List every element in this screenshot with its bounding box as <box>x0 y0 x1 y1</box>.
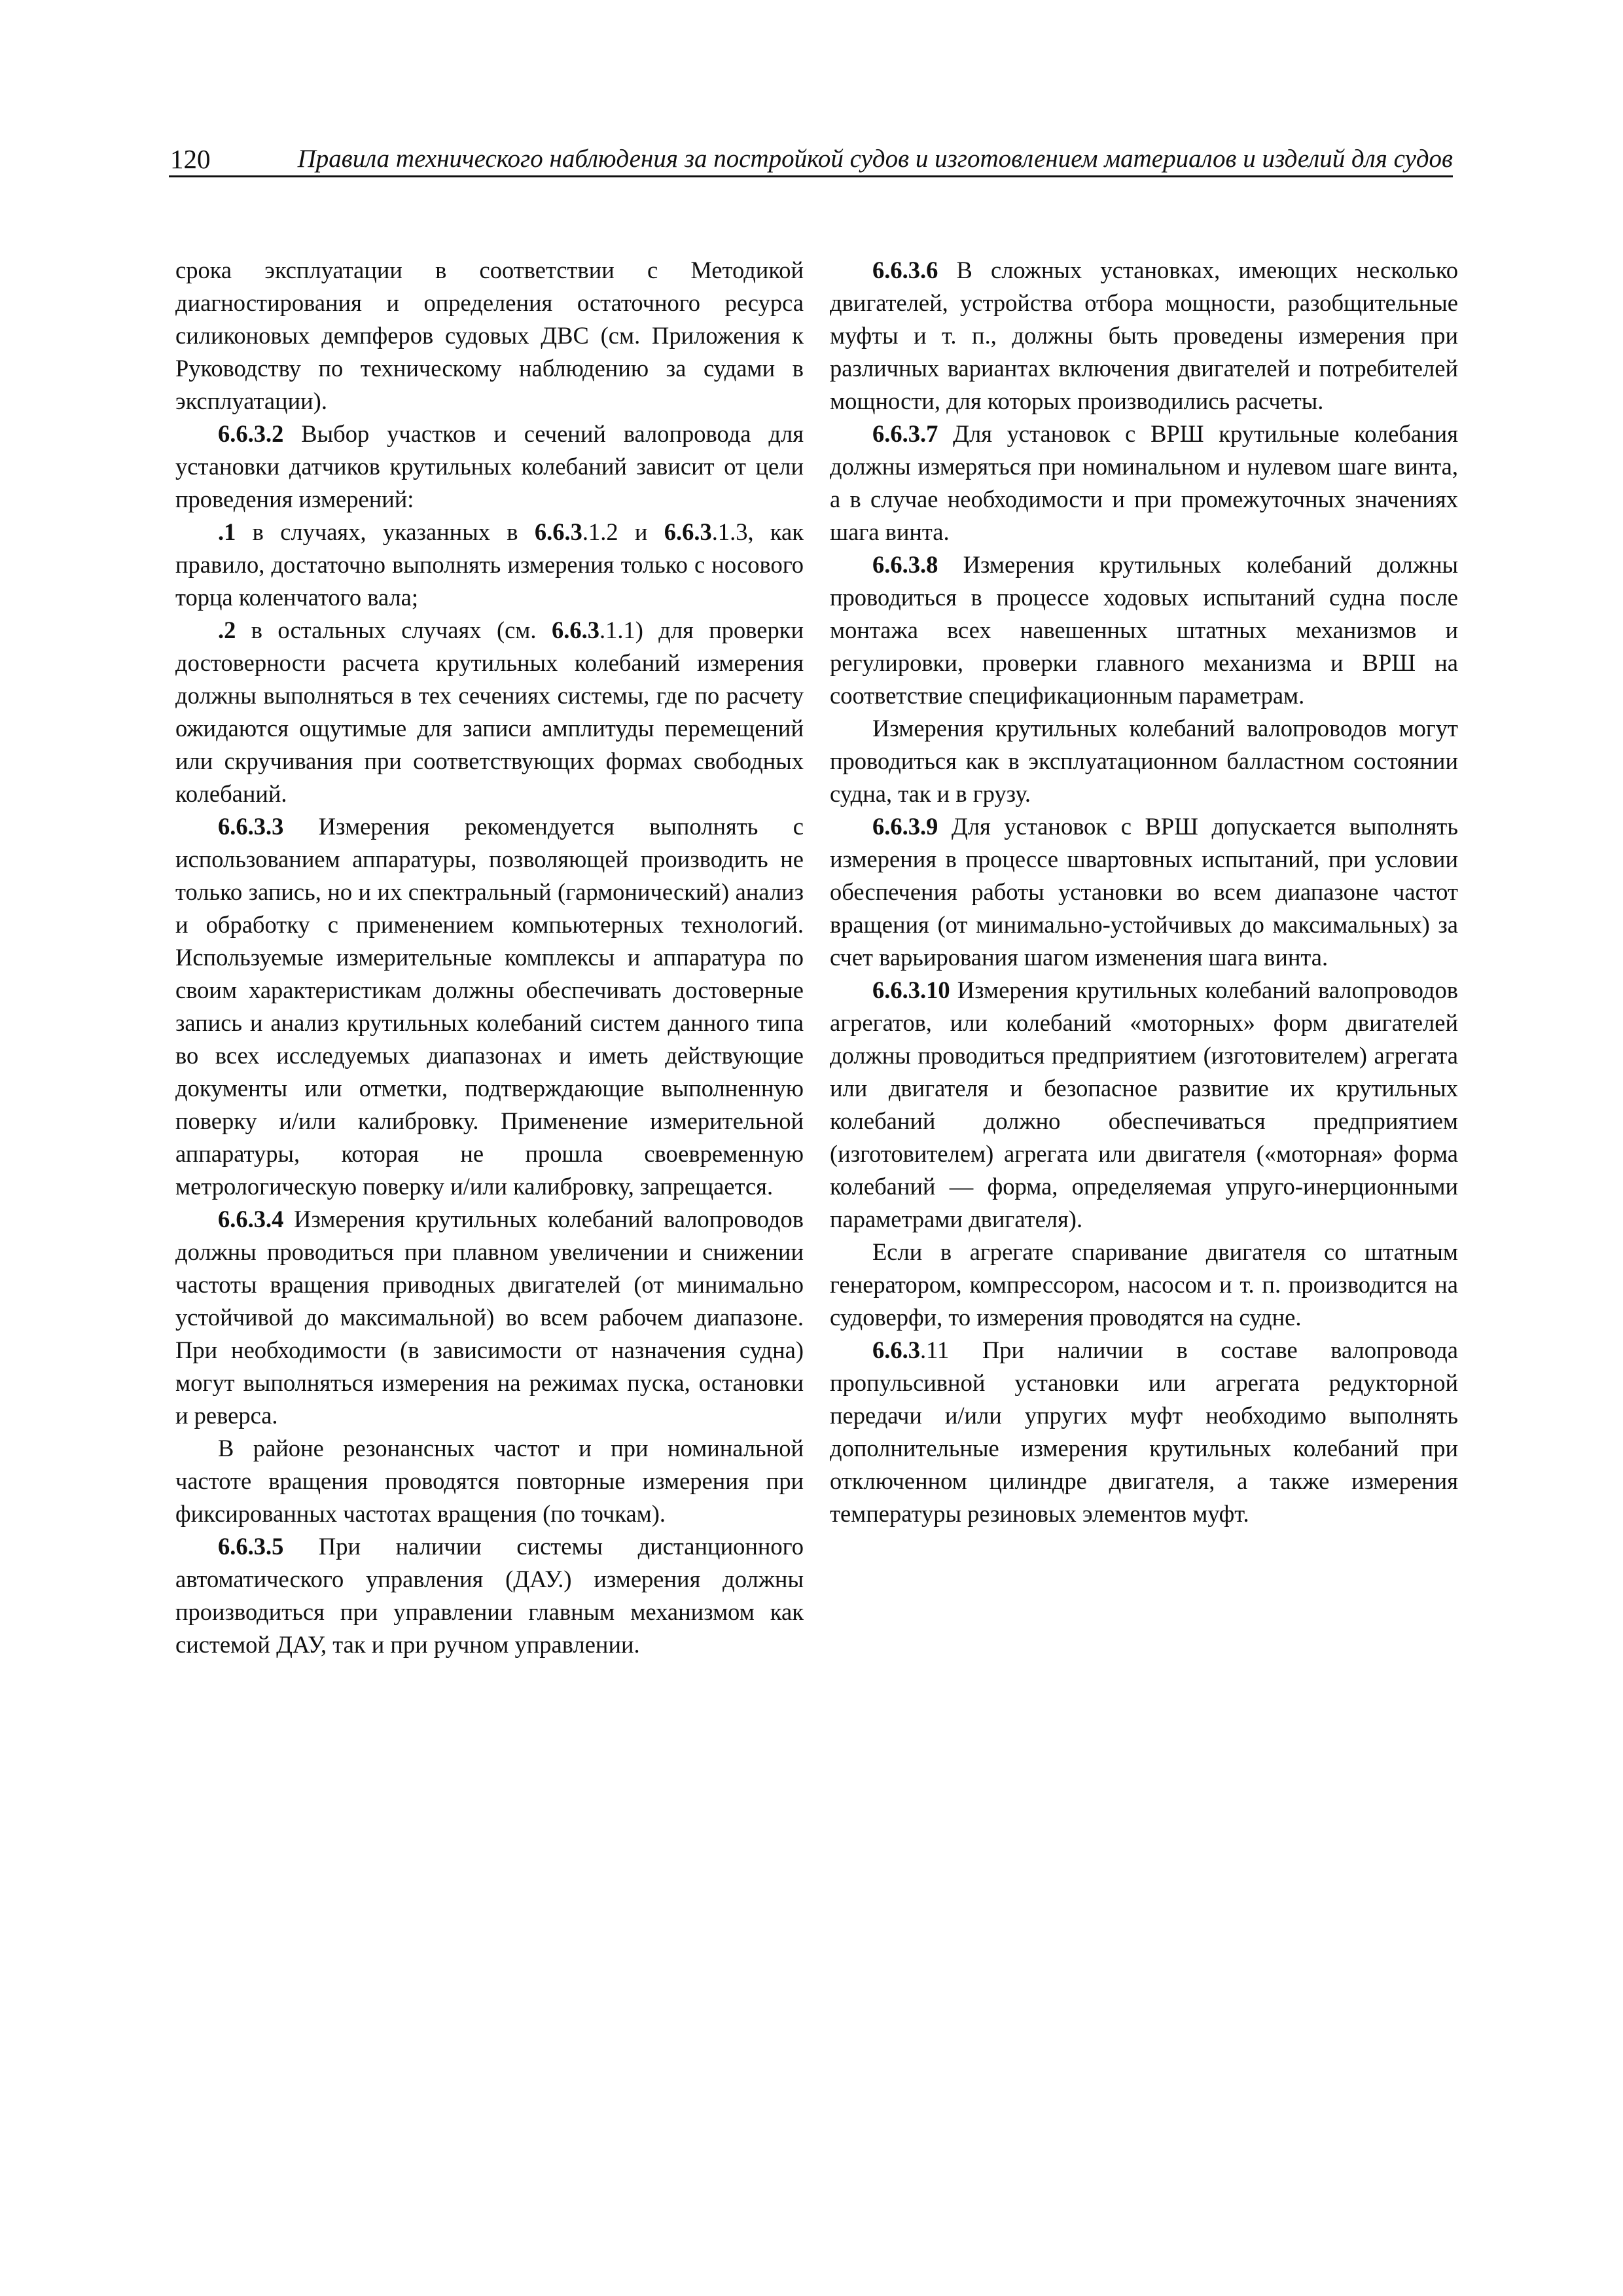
paragraph-6-6-3-8 <box>830 548 1458 712</box>
paragraph-6-6-3-4 <box>175 1203 804 1432</box>
paragraph-generator: Если в агрегате спаривание двигателя со штатным генератором, компрессором, насосом и т. п. производится на судоверфи, то измерения проводятся на судне. <box>830 1238 1458 1331</box>
paragraph-text: Выбор участков и сечений валопровода для установки датчиков крутильных колебаний зависит от цели проведения измерений: <box>175 420 804 512</box>
item-number: .2 <box>218 617 236 643</box>
paragraph-6-6-3-5 <box>175 1530 804 1661</box>
paragraph-text: в случаях, указанных в <box>236 518 535 545</box>
paragraph-6-6-3-9 <box>830 810 1458 974</box>
cross-reference: 6.6.3.1.1 <box>551 617 635 643</box>
paragraph-text: При наличии в составе валопровода пропульсивной установки или агрегата редукторной передачи и/или упругих муфт необходимо выполнять дополнительные измерения крутильных колебаний при отключенном цилиндре двигателя, а также измерения температуры резиновых элементов муфт. <box>830 1336 1458 1527</box>
cross-reference: 6.6.3.1.2 <box>534 518 618 545</box>
paragraph-text: Для установок с ВРШ допускается выполнять измерения в процессе швартовных испытаний, при условии обеспечения работы установки во всем диапазоне частот вращения (от минимально-устойчивых до максимальных) за счет варьирования шагом изменения шага винта. <box>830 813 1458 971</box>
paragraph-text: В сложных установках, имеющих несколько двигателей, устройства отбора мощности, разобщительные муфты и т. п., должны быть проведены измерения при различных вариантах включения двигателей и потребителей мощности, для которых производились расчеты. <box>830 257 1458 414</box>
cross-reference: 6.6.3.1.3 <box>664 518 748 545</box>
paragraph-text: Измерения крутильных колебаний валопроводов агрегатов, или колебаний «моторных» форм двигателей должны проводиться предприятием (изготовителем) агрегата или двигателя и безопасное развитие их крутильных колебаний должно обеспечиваться предприятием (изготовителем) агрегата или двигателя («моторная» форма колебаний — форма, определяемая упруго-инерционными параметрами двигателя). <box>830 977 1458 1232</box>
paragraph-resonance: В районе резонансных частот и при номинальной частоте вращения проводятся повторные измерения при фиксированных частотах вращения (по точкам). <box>175 1435 804 1527</box>
running-title: Правила технического наблюдения за постройкой судов и изготовлением материалов и изделий для судов <box>297 145 1453 173</box>
paragraph-text: Измерения крутильных колебаний должны проводиться в процессе ходовых испытаний судна после монтажа всех навешенных штатных механизмов и регулировки, проверки главного механизма и ВРШ на соответствие спецификационным параметрам. <box>830 551 1458 709</box>
clause-number: 6.6.3.7 <box>872 420 938 447</box>
clause-number: 6.6.3.6 <box>872 257 938 283</box>
paragraph-text: При наличии системы дистанционного автоматического управления (ДАУ.) измерения должны производиться при управлении главным механизмом как системой ДАУ, так и при ручном управлении. <box>175 1533 804 1658</box>
clause-number: 6.6.3.11 <box>872 1336 950 1363</box>
paragraph-text: Измерения крутильных колебаний валопроводов должны проводиться при плавном увеличении и снижении частоты вращения приводных двигателей (от минимально устойчивой до максимальной) во всем рабочем диапазоне. При необходимости (в зависимости от назначения судна) могут выполняться измерения на режимах пуска, остановки и реверса. <box>175 1206 804 1429</box>
paragraph-6-6-3-7 <box>830 418 1458 548</box>
paragraph-text: в остальных случаях (см. <box>236 617 552 643</box>
list-item-1: .1 в случаях, указанных в 6.6.3.1.2 и 6.6.3.1.3, как правило, достаточно выполнять измерения только с носового торца коленчатого вала; <box>175 518 804 611</box>
paragraph-ballast: Измерения крутильных колебаний валопроводов могут проводиться как в эксплуатационном балластном состоянии судна, так и в грузу. <box>830 715 1458 807</box>
clause-number: 6.6.3.3 <box>218 813 284 840</box>
paragraph-continuation: срока эксплуатации в соответствии с Методикой диагностирования и определения остаточного ресурса силиконовых демпферов судовых ДВС (см. Приложения к Руководству по техническому наблюдению за судами в эксплуатации). <box>175 257 804 414</box>
item-number: .1 <box>218 518 236 545</box>
paragraph-6-6-3-10 <box>830 974 1458 1236</box>
paragraph-6-6-3-2 <box>175 418 804 516</box>
paragraph-6-6-3-3 <box>175 810 804 1203</box>
left-column <box>175 254 804 1661</box>
clause-number: 6.6.3.8 <box>872 551 938 578</box>
paragraph-6-6-3-11 <box>830 1334 1458 1530</box>
list-item-2: .2 в остальных случаях (см. 6.6.3.1.1) для проверки достоверности расчета крутильных колебаний измерения должны выполняться в тех сечениях системы, где по расчету ожидаются ощутимые для записи амплитуды перемещений или скручивания при соответствующих формах свободных колебаний. <box>175 617 804 807</box>
paragraph-text: Измерения рекомендуется выполнять с использованием аппаратуры, позволяющей производить не только запись, но и их спектральный (гармонический) анализ и обработку с применением компьютерных технологий. Используемые измерительные комплексы и аппаратура по своим характеристикам должны обеспечивать достоверные запись и анализ крутильных колебаний систем данного типа во всех исследуемых диапазонах и иметь действующие документы или отметки, подтверждающие выполненную поверку и/или калибровку. Применение измерительной аппаратуры, которая не прошла своевременную метрологическую поверку и/или калибровку, запрещается. <box>175 813 804 1200</box>
page-number: 120 <box>170 144 211 174</box>
clause-number: 6.6.3.4 <box>218 1206 284 1232</box>
paragraph-text: Для установок с ВРШ крутильные колебания должны измеряться при номинальном и нулевом шаге винта, а в случае необходимости и при промежуточных значениях шага винта. <box>830 420 1458 545</box>
clause-number: 6.6.3.9 <box>872 813 938 840</box>
clause-number: 6.6.3.10 <box>872 977 950 1003</box>
clause-number: 6.6.3.2 <box>218 420 284 447</box>
paragraph-6-6-3-6 <box>830 254 1458 418</box>
running-header <box>169 143 1453 177</box>
right-column <box>830 254 1458 1530</box>
clause-number: 6.6.3.5 <box>218 1533 284 1560</box>
